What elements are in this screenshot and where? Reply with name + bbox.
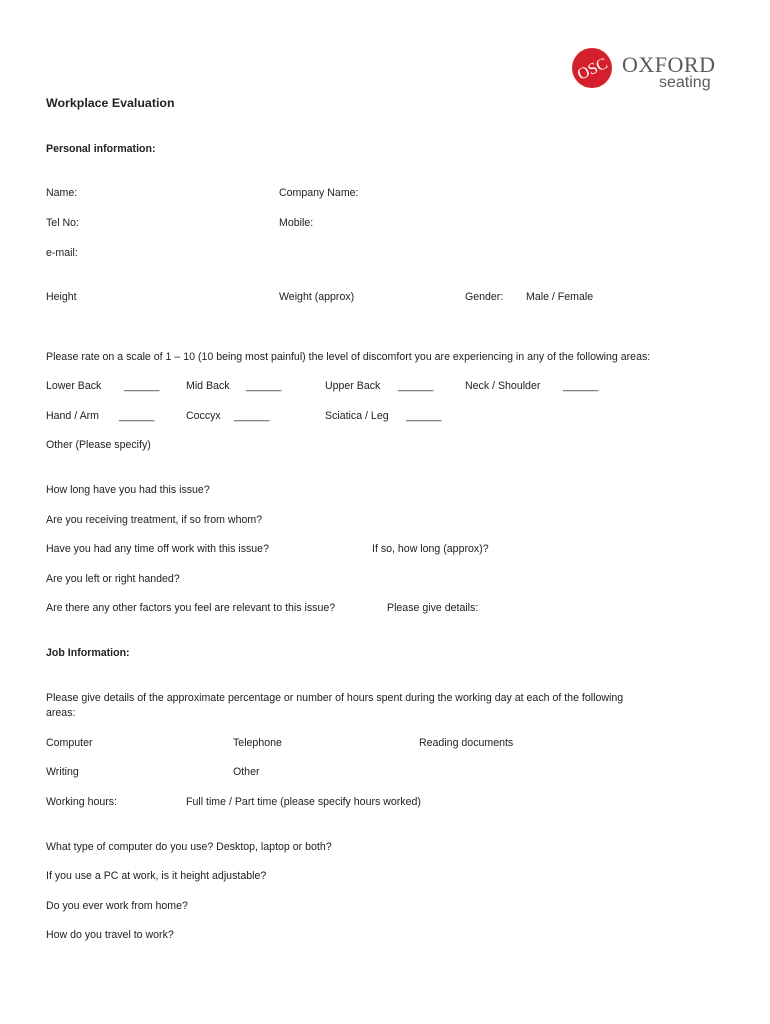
logo-brand: OXFORD bbox=[622, 52, 716, 77]
writing-label: Writing bbox=[46, 766, 79, 778]
discomfort-prompt: Please rate on a scale of 1 – 10 (10 being most painful) the level of discomfort you are experiencing in any of the following areas: bbox=[46, 351, 651, 363]
computer-label: Computer bbox=[46, 737, 93, 749]
telephone-label: Telephone bbox=[233, 737, 282, 749]
job-prompt-line1: Please give details of the approximate percentage or number of hours spent during the working day at each of the following bbox=[46, 692, 624, 704]
oxford-seating-logo bbox=[570, 46, 730, 96]
pc-adjustable-question: If you use a PC at work, is it height adjustable? bbox=[46, 870, 267, 882]
gender-label: Gender: bbox=[465, 291, 504, 303]
handed-question: Are you left or right handed? bbox=[46, 573, 180, 585]
reading-label: Reading documents bbox=[419, 737, 514, 749]
details-label: Please give details: bbox=[387, 602, 479, 614]
travel-question: How do you travel to work? bbox=[46, 929, 174, 941]
factors-question: Are there any other factors you feel are relevant to this issue? bbox=[46, 602, 336, 614]
height-label: Height bbox=[46, 291, 77, 303]
logo-sub: seating bbox=[659, 74, 711, 91]
personal-heading: Personal information: bbox=[46, 143, 156, 155]
working-hours-label: Working hours: bbox=[46, 796, 118, 808]
neck-shoulder-blank: ______ bbox=[563, 380, 599, 392]
coccyx-blank: ______ bbox=[234, 410, 270, 422]
company-label: Company Name: bbox=[279, 187, 359, 199]
page-title: Workplace Evaluation bbox=[46, 96, 175, 110]
upper-back-label: Upper Back bbox=[325, 380, 381, 392]
mid-back-blank: ______ bbox=[246, 380, 282, 392]
lower-back-label: Lower Back bbox=[46, 380, 102, 392]
if-so-question: If so, how long (approx)? bbox=[372, 543, 489, 555]
sciatica-leg-label: Sciatica / Leg bbox=[325, 410, 389, 422]
time-off-question: Have you had any time off work with this issue? bbox=[46, 543, 269, 555]
gender-options: Male / Female bbox=[526, 291, 594, 303]
osc-circle-icon bbox=[570, 46, 620, 96]
hand-arm-label: Hand / Arm bbox=[46, 410, 99, 422]
how-long-question: How long have you had this issue? bbox=[46, 484, 210, 496]
tel-label: Tel No: bbox=[46, 217, 79, 229]
job-prompt-line2: areas: bbox=[46, 707, 76, 719]
work-home-question: Do you ever work from home? bbox=[46, 900, 188, 912]
mid-back-label: Mid Back bbox=[186, 380, 230, 392]
mobile-label: Mobile: bbox=[279, 217, 314, 229]
weight-label: Weight (approx) bbox=[279, 291, 355, 303]
neck-shoulder-label: Neck / Shoulder bbox=[465, 380, 541, 392]
job-other-label: Other bbox=[233, 766, 260, 778]
treatment-question: Are you receiving treatment, if so from whom? bbox=[46, 514, 263, 526]
sciatica-leg-blank: ______ bbox=[406, 410, 442, 422]
upper-back-blank: ______ bbox=[398, 380, 434, 392]
working-hours-options: Full time / Part time (please specify hours worked) bbox=[186, 796, 421, 808]
logo-mark: OSC bbox=[574, 55, 611, 84]
email-label: e-mail: bbox=[46, 247, 78, 259]
name-label: Name: bbox=[46, 187, 78, 199]
computer-type-question: What type of computer do you use? Desktop, laptop or both? bbox=[46, 841, 332, 853]
job-heading: Job Information: bbox=[46, 647, 130, 659]
other-specify-label: Other (Please specify) bbox=[46, 439, 151, 451]
lower-back-blank: ______ bbox=[124, 380, 160, 392]
hand-arm-blank: ______ bbox=[119, 410, 155, 422]
coccyx-label: Coccyx bbox=[186, 410, 221, 422]
